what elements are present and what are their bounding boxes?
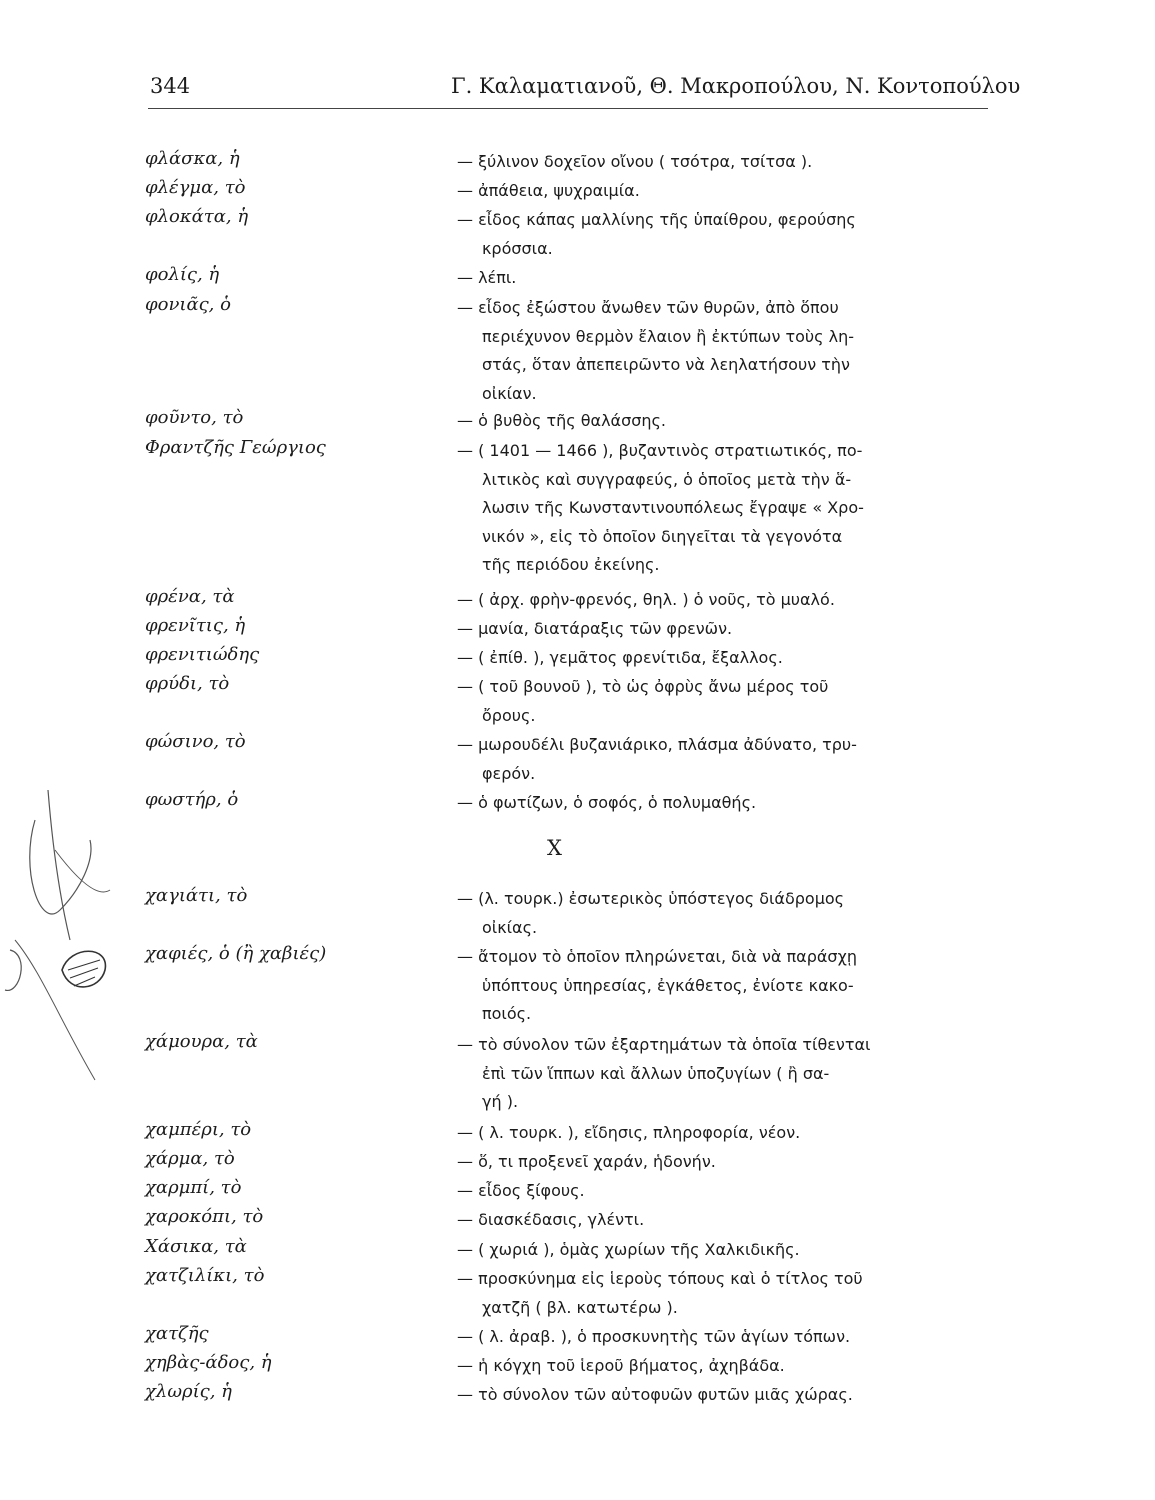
headword: Φραντζῆς Γεώργιος [145,437,326,458]
definition [457,1265,1002,1322]
definition [457,407,1002,436]
headword: φρένα, τὰ [145,586,235,607]
definition-line: — ( λ. τουρκ. ), εἴδησις, πληροφορία, νέον. [457,1123,801,1142]
definition [457,885,1002,942]
headword: χλωρίς, ἡ [145,1381,232,1402]
headword: φλάσκα, ἡ [145,148,240,169]
definition-line: τῆς περιόδου ἐκείνης. [482,555,660,575]
definition-line: — ( λ. ἀραβ. ), ὁ προσκυνητὴς τῶν ἁγίων τόπων. [457,1327,851,1346]
headword: χατζιλίκι, τὸ [145,1265,265,1286]
headword: Χάσικα, τὰ [145,1236,247,1257]
definition-line: — ( ἐπίθ. ), γεμᾶτος φρενίτιδα, ἔξαλλος. [457,648,783,667]
definition-line: στάς, ὅταν ἀπεπειρῶντο νὰ λεηλατήσουν τὴν [482,355,850,375]
definition-line: — ἀπάθεια, ψυχραιμία. [457,181,640,200]
headword: φώσινο, τὸ [145,731,246,752]
headword: φλέγμα, τὸ [145,177,246,198]
definition [457,437,1002,580]
headword: χάρμα, τὸ [145,1148,235,1169]
definition-line: — μωρουδέλι βυζανιάρικο, πλάσμα ἀδύνατο, τρυ- [457,735,857,754]
page-number: 344 [150,74,191,98]
definition-line: — ( χωριά ), ὁμὰς χωρίων τῆς Χαλκιδικῆς. [457,1240,800,1259]
definition-line: φερόν. [482,763,536,783]
definition-line: χατζῆ ( βλ. κατωτέρω ). [482,1297,678,1317]
definition [457,1323,1002,1352]
headword: φρενῖτις, ἡ [145,615,246,636]
definition-line: ἐπὶ τῶν ἵππων καὶ ἄλλων ὑποζυγίων ( ἢ σα- [482,1063,830,1083]
definition-line: — ( ἀρχ. φρὴν-φρενός, θηλ. ) ὁ νοῦς, τὸ μυαλό. [457,590,835,609]
headword: χηβὰς-άδος, ἡ [145,1352,272,1373]
definition [457,264,1002,293]
headword: χαμπέρι, τὸ [145,1119,252,1140]
definition [457,1119,1002,1148]
definition-line: — ὅ, τι προξενεῖ χαράν, ἡδονήν. [457,1152,716,1171]
definition [457,586,1002,615]
definition-line: λιτικὸς καὶ συγγραφεύς, ὁ ὁποῖος μετὰ τὴν ἅ- [482,469,852,489]
margin-scribble [0,780,140,1110]
definition [457,615,1002,644]
headword: χατζῆς [145,1323,209,1344]
headword: φρενιτιώδης [145,644,260,665]
definition [457,1177,1002,1206]
definition-line: — ὁ βυθὸς τῆς θαλάσσης. [457,411,666,430]
definition [457,1031,1002,1117]
definition [457,1381,1002,1410]
headword: φλοκάτα, ἡ [145,206,249,227]
definition-line: — εἶδος ἐξώστου ἄνωθεν τῶν θυρῶν, ἀπὸ ὅπου [457,298,839,317]
definition-line: οἰκίας. [482,917,538,937]
definition [457,789,1002,818]
definition-line: — λέπι. [457,268,517,287]
definition-line: — ὁ φωτίζων, ὁ σοφός, ὁ πολυμαθής. [457,793,757,812]
definition [457,1206,1002,1235]
definition-line: — ἄτομον τὸ ὁποῖον πληρώνεται, διὰ νὰ παράσχῃ [457,947,857,966]
definition-line: ὄρους. [482,705,536,725]
definition-line: — ξύλινον δοχεῖον οἴνου ( τσότρα, τσίτσα ). [457,152,813,171]
headword: φωστήρ, ὁ [145,789,239,810]
headword: χαγιάτι, τὸ [145,885,248,906]
definition [457,206,1002,263]
definition [457,673,1002,730]
definition [457,731,1002,788]
headword: χαρμπί, τὸ [145,1177,242,1198]
definition-line: — μανία, διατάραξις τῶν φρενῶν. [457,619,733,638]
definition-line: περιέχυνον θερμὸν ἔλαιον ἢ ἐκτύπων τοὺς λη- [482,326,855,346]
section-letter: Χ [547,836,562,860]
running-head: Γ. Καλαματιανοῦ, Θ. Μακροπούλου, Ν. Κοντοπούλου [451,74,1021,98]
definition-line: — εἶδος ξίφους. [457,1181,585,1200]
definition-line: — διασκέδασις, γλέντι. [457,1210,645,1229]
definition-line: γή ). [482,1092,519,1112]
headword: χάμουρα, τὰ [145,1031,258,1052]
headword: φρύδι, τὸ [145,673,230,694]
headword: χαφιές, ὁ (ἢ χαβιές) [145,943,327,964]
definition [457,1148,1002,1177]
headword: φολίς, ἡ [145,264,220,285]
definition-line: — ( τοῦ βουνοῦ ), τὸ ὡς ὀφρὺς ἄνω μέρος τοῦ [457,677,829,696]
definition-line: — προσκύνημα εἰς ἱεροὺς τόπους καὶ ὁ τίτλος τοῦ [457,1269,863,1288]
definition-line: — εἶδος κάπας μαλλίνης τῆς ὑπαίθρου, φερούσης [457,210,856,229]
definition [457,177,1002,206]
definition-line: — ( 1401 — 1466 ), βυζαντινὸς στρατιωτικός, πο- [457,441,863,460]
definition-line: ποιός. [482,1004,532,1024]
definition-line: — τὸ σύνολον τῶν ἐξαρτημάτων τὰ ὁποῖα τίθενται [457,1035,871,1054]
definition [457,148,1002,177]
definition-line: κρόσσια. [482,238,553,258]
definition [457,644,1002,673]
definition [457,1236,1002,1265]
definition [457,1352,1002,1381]
header-rule [148,108,988,109]
definition-line: ὑπόπτους ὑπηρεσίας, ἐγκάθετος, ἐνίοτε κακο- [482,975,854,995]
headword: φοῦντο, τὸ [145,407,244,428]
definition [457,294,1002,408]
definition-line: νικόν », εἰς τὸ ὁποῖον διηγεῖται τὰ γεγονότα [482,526,843,546]
headword: φονιᾶς, ὁ [145,294,231,315]
definition-line: λωσιν τῆς Κωνσταντινουπόλεως ἔγραψε « Χρο- [482,498,864,518]
definition-line: οἰκίαν. [482,383,537,403]
headword: χαροκόπι, τὸ [145,1206,264,1227]
definition-line: — τὸ σύνολον τῶν αὐτοφυῶν φυτῶν μιᾶς χώρας. [457,1385,853,1404]
definition-line: — ἡ κόγχη τοῦ ἱεροῦ βήματος, ἀχηβάδα. [457,1356,785,1375]
definition [457,943,1002,1029]
definition-line: — (λ. τουρκ.) ἐσωτερικὸς ὑπόστεγος διάδρομος [457,889,845,908]
